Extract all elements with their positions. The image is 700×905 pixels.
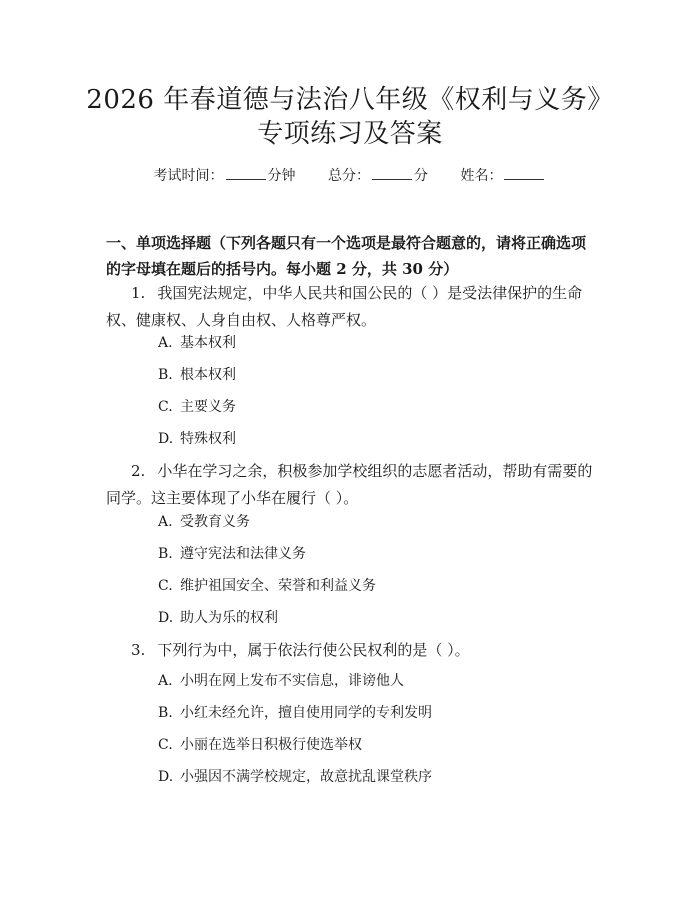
- question-stem: 下列行为中，属于依法行使公民权利的是（ ）。: [157, 641, 470, 659]
- exam-time-label: 考试时间：: [153, 168, 224, 184]
- option-text: 维护祖国安全、荣誉和利益义务: [180, 578, 376, 594]
- option-letter: D.: [158, 769, 174, 785]
- total-score-field: [328, 165, 428, 187]
- option-text: 受教育义务: [180, 514, 250, 530]
- exam-meta-line: [0, 165, 700, 187]
- question-2-option-a: [158, 511, 250, 533]
- question-3-option-b: [158, 702, 432, 724]
- option-letter: B.: [158, 367, 173, 383]
- question-2-option-d: [158, 607, 278, 629]
- option-letter: A.: [158, 673, 173, 689]
- option-text: 遵守宪法和法律义务: [180, 546, 306, 562]
- total-score-unit: 分: [414, 168, 428, 184]
- question-2-option-b: [158, 543, 306, 565]
- student-name-label: 姓名：: [460, 168, 503, 184]
- question-1-option-c: [158, 396, 236, 418]
- option-letter: B.: [158, 705, 173, 721]
- question-3-option-d: [158, 766, 432, 788]
- total-score-blank: [372, 165, 412, 180]
- section-heading: 一、单项选择题（下列各题只有一个选项是最符合题意的，请将正确选项的字母填在题后的括号内。每小题 2 分，共 30 分）: [106, 234, 587, 278]
- question-3-option-a: [158, 670, 404, 692]
- question-number: 3.: [131, 641, 146, 659]
- student-name-field: [460, 165, 546, 187]
- question-number: 2.: [131, 462, 146, 480]
- question-2-option-c: [158, 575, 376, 597]
- option-letter: C.: [158, 737, 173, 753]
- option-text: 助人为乐的权利: [180, 610, 278, 626]
- question-2: [106, 458, 598, 512]
- total-score-label: 总分：: [328, 168, 370, 184]
- option-text: 主要义务: [180, 399, 236, 415]
- exam-time-blank: [226, 165, 266, 180]
- question-1-option-a: [158, 332, 236, 354]
- question-stem: 小华在学习之余，积极参加学校组织的志愿者活动，帮助有需要的同学。这主要体现了小华在履行（ ）。: [106, 462, 593, 507]
- option-letter: B.: [158, 546, 173, 562]
- document-title-line-2: 专项练习及答案: [257, 119, 443, 149]
- question-3: [106, 637, 598, 664]
- option-letter: D.: [158, 431, 174, 447]
- question-1-option-b: [158, 364, 236, 386]
- option-letter: D.: [158, 610, 174, 626]
- question-stem: 我国宪法规定，中华人民共和国公民的（ ）是受法律保护的生命权、健康权、人身自由权、人格尊严权。: [106, 284, 583, 329]
- option-text: 小红未经允许，擅自使用同学的专利发明: [180, 705, 432, 721]
- option-text: 基本权利: [180, 335, 236, 351]
- question-3-option-c: [158, 734, 362, 756]
- question-1: [106, 280, 598, 334]
- option-letter: C.: [158, 399, 173, 415]
- option-letter: C.: [158, 578, 173, 594]
- question-1-option-d: [158, 428, 236, 450]
- student-name-blank: [504, 165, 544, 180]
- exam-time-unit: 分钟: [267, 168, 296, 184]
- option-letter: A.: [158, 335, 173, 351]
- document-title-line-1: 2026 年春道德与法治八年级《权利与义务》: [86, 85, 614, 115]
- option-text: 根本权利: [180, 367, 236, 383]
- exam-time-field: [154, 165, 296, 187]
- option-letter: A.: [158, 514, 173, 530]
- question-number: 1.: [131, 284, 146, 302]
- option-text: 特殊权利: [180, 431, 236, 447]
- option-text: 小强因不满学校规定，故意扰乱课堂秩序: [180, 769, 432, 785]
- option-text: 小明在网上发布不实信息，诽谤他人: [180, 673, 404, 689]
- option-text: 小丽在选举日积极行使选举权: [180, 737, 362, 753]
